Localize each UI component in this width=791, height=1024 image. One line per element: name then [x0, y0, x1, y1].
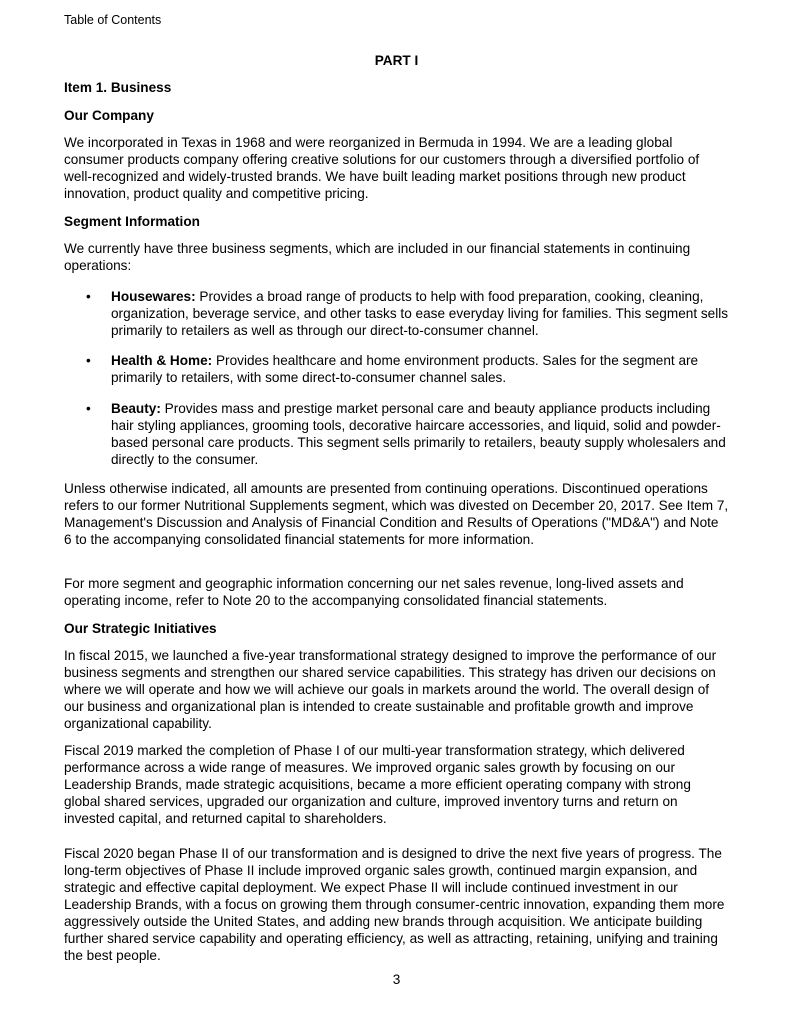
strategic-paragraph-3: Fiscal 2020 began Phase II of our transformation and is designed to drive the next five years of progress. The long-term objectives of Phase II include improved organic sales growth, continued margin expansion, and strategic and effective capital deployment. We expect Phase II will include continued investment in our Leadership Brands, with a focus on growing them through consumer-centric innovation, expanding them more aggressively outside the United States, and adding new brands through acquisition. We anticipate building further shared service capability and operating efficiency, as well as attracting, retaining, unifying and training the best people.: [64, 846, 725, 963]
part-title: PART I: [374, 53, 419, 68]
item-title: Item 1. Business: [64, 80, 172, 95]
segment-information-heading: Segment Information: [64, 214, 200, 229]
strategic-paragraph-1: In fiscal 2015, we launched a five-year transformational strategy designed to improve the performance of our business segments and strengthen our shared service capabilities. This strategy has driven our decisions on where we will operate and how we will achieve our goals in markets around the world. The overall design of our business and organizational plan is intended to create sustainable and profitable growth and improve organizational capability.: [64, 648, 717, 731]
bullet-glyph: •: [86, 353, 91, 368]
page-number: 3: [392, 972, 401, 987]
bullet-glyph: •: [86, 401, 91, 416]
strategic-initiatives-heading: Our Strategic Initiatives: [64, 621, 217, 636]
our-company-heading: Our Company: [64, 108, 154, 123]
bullet-item-housewares: [86, 288, 729, 339]
strategic-paragraph-2: Fiscal 2019 marked the completion of Phase I of our multi-year transformation strategy, which delivered performance across a wide range of measures. We improved organic sales growth by focusing on our Leadership Brands, made strategic acquisitions, became a more efficient operating company with strong global shared services, upgraded our organization and culture, improved inventory turns and return on invested capital, and returned capital to shareholders.: [64, 743, 691, 826]
geographic-information-paragraph: For more segment and geographic information concerning our net sales revenue, long-lived assets and operating income, refer to Note 20 to the accompanying consolidated financial statements.: [64, 576, 684, 608]
table-of-contents-link[interactable]: Table of Contents: [64, 13, 162, 27]
bullet-glyph: •: [86, 289, 91, 304]
bullet-text: Provides mass and prestige market personal care and beauty appliance products including hair styling appliances, grooming tools, decorative haircare accessories, and liquid, solid and powder-based personal care products. This segment sells primarily to retailers, beauty supply wholesalers and directly to the consumer.: [111, 401, 726, 467]
discontinued-operations-paragraph: Unless otherwise indicated, all amounts are presented from continuing operations. Discontinued operations refers to our former Nutritional Supplements segment, which was divested on December 20, 2017. See Item 7, Management's Discussion and Analysis of Financial Condition and Results of Operations ("MD&A") and Note 6 to the accompanying consolidated financial statements for more information.: [64, 481, 729, 547]
bullet-text: Provides healthcare and home environment products. Sales for the segment are primarily to retailers, with some direct-to-consumer channel sales.: [111, 353, 699, 385]
bullet-label: Housewares:: [111, 289, 196, 304]
segment-intro-paragraph: We currently have three business segments, which are included in our financial statements in continuing operations:: [64, 241, 691, 273]
bullet-item-beauty: [86, 400, 729, 468]
bullet-item-health-home: [86, 352, 729, 386]
bullet-label: Health & Home:: [111, 353, 213, 368]
our-company-paragraph: We incorporated in Texas in 1968 and were reorganized in Bermuda in 1994. We are a leading global consumer products company offering creative solutions for our customers through a diversified portfolio of well-recognized and widely-trusted brands. We have built leading market positions through new product innovation, product quality and competitive pricing.: [64, 135, 700, 201]
bullet-label: Beauty:: [111, 401, 161, 416]
bullet-text: Provides a broad range of products to help with food preparation, cooking, cleaning, organization, beverage service, and other tasks to ease everyday living for families. This segment sells primarily to retailers as well as through our direct-to-consumer channel.: [111, 289, 729, 338]
